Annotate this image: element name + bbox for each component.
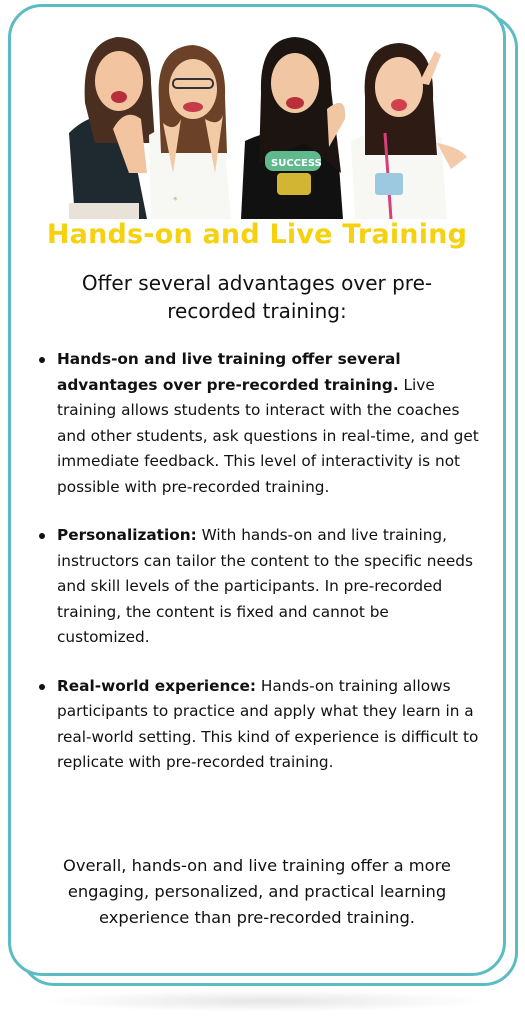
list-item-lead: Real-world experience: — [57, 676, 256, 695]
list-item — [39, 523, 479, 651]
card-floor-shadow — [40, 990, 490, 1012]
bullet-icon — [39, 533, 45, 539]
person-4 — [351, 43, 467, 219]
card-conclusion: Overall, hands-on and live training offer a more engaging, personalized, and practical learning experience than pre-recorded training. — [63, 856, 451, 927]
list-item-body: Hands-on training allows participants to practice and apply what they learn in a real-world setting. This kind of experience is difficult to replicate with pre-recorded training. — [57, 676, 479, 771]
shirt-print: SUCCESS — [271, 158, 322, 169]
list-item — [39, 347, 479, 500]
advantages-list — [39, 347, 479, 799]
list-item-lead: Hands-on and live training offer several advantages over pre-recorded training. — [57, 350, 401, 394]
list-item-body: Live training allows students to interact with the coaches and other students, ask questions in real-time, and get immediate feedback. This level of interactivity is not possible with pre-recorded training. — [57, 375, 479, 496]
card-subtitle: Offer several advantages over pre-recorded training: — [81, 271, 433, 323]
person-3 — [241, 37, 345, 219]
svg-text:*: * — [173, 196, 178, 206]
info-card — [8, 4, 506, 976]
bullet-icon — [39, 684, 45, 690]
group-photo-illustration — [55, 23, 475, 219]
list-item-lead: Personalization: — [57, 526, 197, 544]
list-item-body: With hands-on and live training, instructors can tailor the content to the specific needs and skill levels of the participants. In pre-recorded training, the content is fixed and cannot be customized. — [57, 526, 473, 646]
card-title: Hands-on and Live Training — [46, 219, 468, 250]
bullet-icon — [39, 357, 45, 363]
person-2 — [149, 45, 231, 219]
person-1 — [69, 37, 155, 219]
group-photo — [55, 23, 475, 219]
list-item — [39, 674, 479, 776]
